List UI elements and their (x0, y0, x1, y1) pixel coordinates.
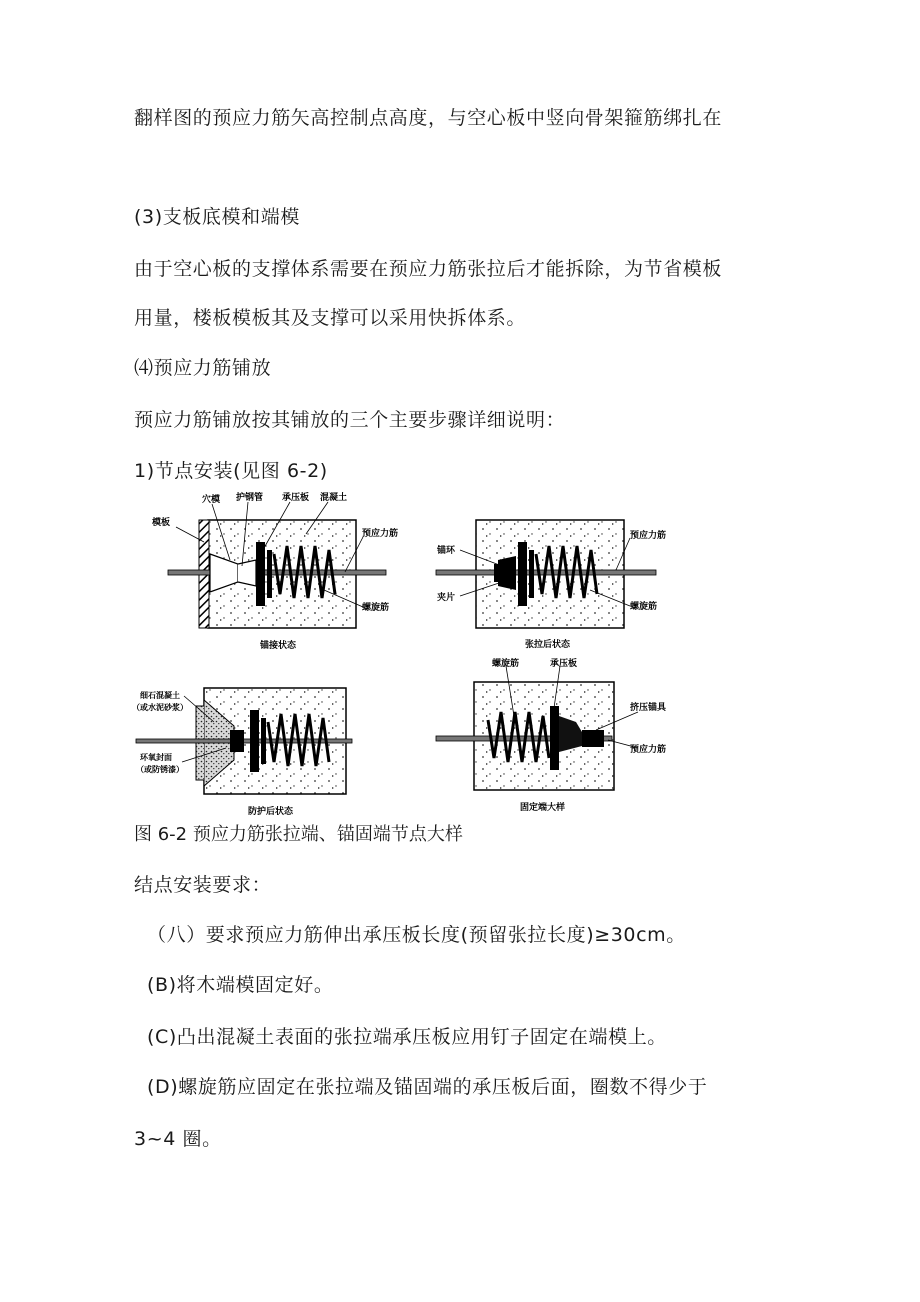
paragraph-1: 翻样图的预应力筋矢高控制点高度，与空心板中竖向骨架箍筋绑扎在 (134, 107, 723, 129)
paragraph-2a: 由于空心板的支撑体系需要在预应力筋张拉后才能拆除，为节省模板 (134, 258, 723, 280)
label-a-5: 预应力筋 (362, 529, 399, 539)
heading-4: ⑷预应力筋铺放 (134, 357, 272, 379)
label-d-2: 挤压锚具 (630, 703, 667, 713)
paragraph-3: 预应力筋铺放按其铺放的三个主要步骤详细说明： (134, 409, 566, 431)
label-b-3: 螺旋筋 (630, 602, 658, 612)
step-1-heading: 1)节点安装(见图 6-2) (134, 460, 328, 482)
panel-d-title: 固定端大样 (520, 803, 566, 813)
requirement-item: (C)凸出混凝土表面的张拉端承压板应用钉子固定在端模上。 (147, 1026, 667, 1048)
panel-c-title: 防护后状态 (248, 807, 294, 817)
label-a-0: 模板 (152, 518, 171, 528)
panel-c (132, 688, 352, 817)
figure-6-2 (130, 490, 670, 820)
requirements-title: 结点安装要求： (134, 874, 272, 896)
label-c-1: （或水泥砂浆） (132, 703, 188, 712)
label-b-0: 锚环 (437, 546, 456, 556)
label-d-0: 螺旋筋 (492, 659, 520, 669)
label-a-3: 承压板 (282, 493, 310, 503)
label-a-2: 护钢管 (236, 493, 264, 503)
heading-3: (3)支板底模和端模 (134, 206, 300, 228)
panel-b-title: 张拉后状态 (525, 640, 571, 650)
requirement-item: (D)螺旋筋应固定在张拉端及锚固端的承压板后面，圈数不得少于 (147, 1076, 708, 1098)
label-a-6: 螺旋筋 (362, 603, 390, 613)
label-c-2: 环氧封面 (140, 753, 172, 762)
label-d-3: 预应力筋 (630, 745, 667, 755)
requirement-item: （八）要求预应力筋伸出承压板长度(预留张拉长度)≥30cm。 (147, 924, 686, 946)
label-d-1: 承压板 (550, 659, 578, 669)
label-c-0: 细石混凝土 (140, 691, 180, 700)
panel-b (436, 520, 666, 650)
label-a-4: 混凝土 (320, 493, 348, 503)
label-c-3: （或防锈漆） (136, 765, 184, 774)
paragraph-2b: 用量，楼板模板其及支撑可以采用快拆体系。 (134, 307, 527, 329)
figure-caption: 图 6-2 预应力筋张拉端、锚固端节点大样 (134, 824, 463, 845)
requirement-item: (B)将木端模固定好。 (147, 974, 334, 996)
label-b-2: 预应力筋 (630, 531, 667, 541)
panel-d (436, 657, 667, 813)
label-a-1: 穴模 (202, 495, 221, 505)
panel-a-title: 锚接状态 (260, 641, 297, 651)
panel-a (151, 491, 398, 651)
label-b-1: 夹片 (437, 593, 456, 603)
requirement-item: 3~4 圈。 (134, 1128, 222, 1150)
